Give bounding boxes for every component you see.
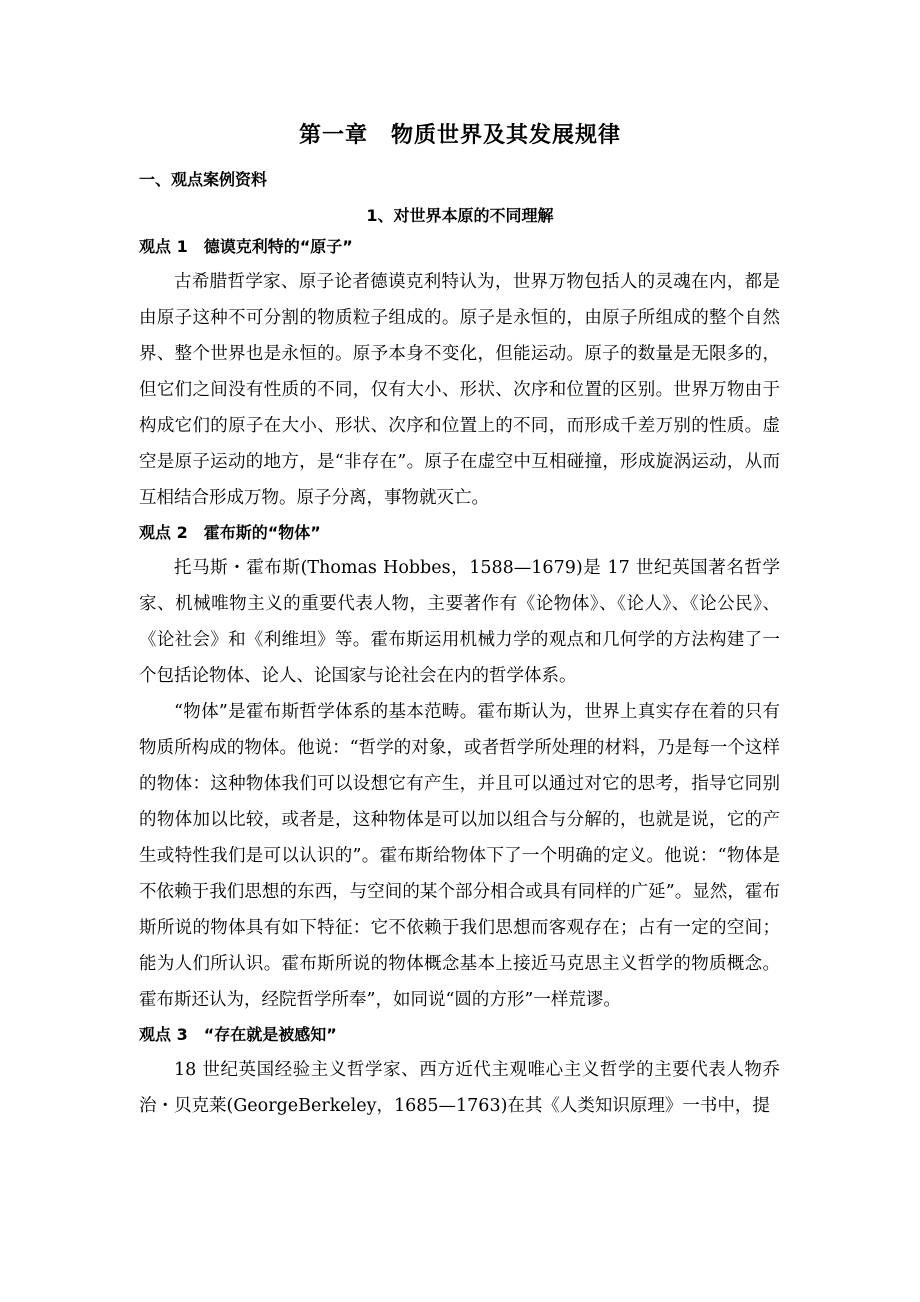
viewpoint-2-paragraph-1: 托马斯・霍布斯(Thomas Hobbes，1588—1679)是 17 世纪英国著名哲学家、机械唯物主义的重要代表人物，主要著作有《论物体》、《论人》、《论公民》、《论社会》和《利维坦》等。霍布斯运用机械力学的观点和几何学的方法构建了一个包括论物体、论人、论国家与论社会在内的哲学体系。 xyxy=(139,558,780,686)
viewpoint-3-paragraph: 18 世纪英国经验主义哲学家、西方近代主观唯心主义哲学的主要代表人物乔治・贝克莱(GeorgeBerkeley，1685—1763)在其《人类知识原理》一书中，提 xyxy=(139,1060,780,1116)
viewpoint-1-heading: 观点 1 德谟克利特的“原子” xyxy=(139,237,353,256)
sub-heading: 1、对世界本原的不同理解 xyxy=(366,206,554,225)
viewpoint-1-paragraph: 古希腊哲学家、原子论者德谟克利特认为，世界万物包括人的灵魂在内，都是由原子这种不可分割的物质粒子组成的。原子是永恒的，由原子所组成的整个自然界、整个世界也是永恒的。原予本身不变化，但能运动。原子的数量是无限多的，但它们之间没有性质的不同，仅有大小、形状、次序和位置的区别。世界万物由于构成它们的原子在大小、形状、次序和位置上的不同，而形成千差万别的性质。虚空是原子运动的地方，是“非存在”。原子在虚空中互相碰撞，形成旋涡运动，从而互相结合形成万物。原子分离，事物就灭亡。 xyxy=(139,272,780,508)
document-body xyxy=(139,230,780,1124)
section-heading: 一、观点案例资料 xyxy=(139,170,268,189)
chapter-title: 第一章 物质世界及其发展规律 xyxy=(298,123,621,148)
viewpoint-2-paragraph-2: “物体”是霍布斯哲学体系的基本范畴。霍布斯认为，世界上真实存在着的只有物质所构成的物体。他说：“哲学的对象，或者哲学所处理的材料，乃是每一个这样的物体：这种物体我们可以设想它有产生，并且可以通过对它的思考，指导它同别的物体加以比较，或者是，这种物体是可以加以组合与分解的，也就是说，它的产生或特性我们是可以认识的”。霍布斯给物体下了一个明确的定义。他说：“物体是不依赖于我们思想的东西，与空间的某个部分相合或具有同样的广延”。显然，霍布斯所说的物体具有如下特征：它不依赖于我们思想而客观存在；占有一定的空间；能为人们所认识。霍布斯所说的物体概念基本上接近马克思主义哲学的物质概念。霍布斯还认为，经院哲学所奉”，如同说“圆的方形”一样荒谬。 xyxy=(139,702,780,1010)
viewpoint-3-heading: 观点 3 “存在就是被感知” xyxy=(139,1025,337,1044)
viewpoint-2-heading: 观点 2 霍布斯的“物体” xyxy=(139,523,321,542)
